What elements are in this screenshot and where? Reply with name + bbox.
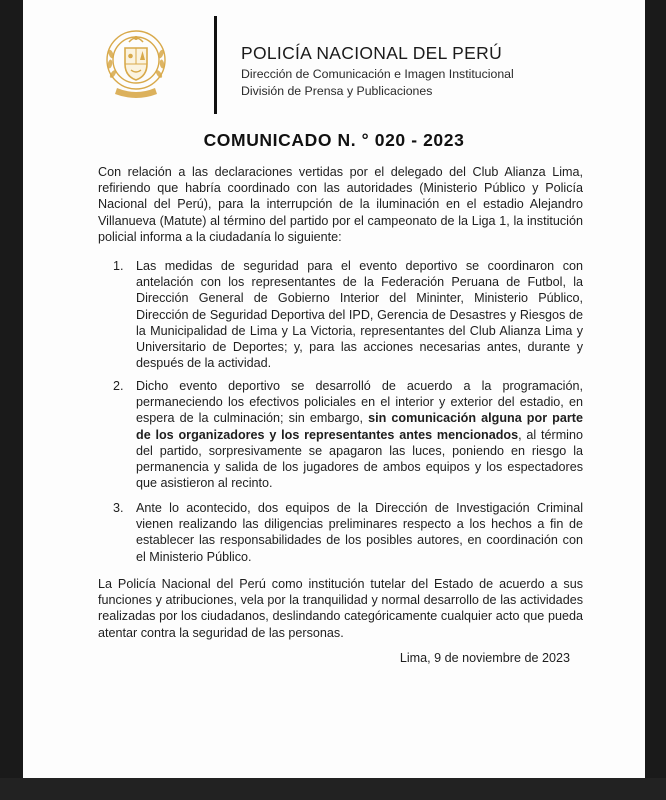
list-item-number: 1. xyxy=(113,259,124,273)
communique-title: COMUNICADO N. ° 020 - 2023 xyxy=(203,130,465,150)
document-date: Lima, 9 de noviembre de 2023 xyxy=(399,651,570,665)
direction-name: Dirección de Comunicación e Imagen Institucional xyxy=(241,67,514,81)
list-item-text xyxy=(136,378,583,491)
organization-name: POLICÍA NACIONAL DEL PERÚ xyxy=(241,43,503,63)
intro-paragraph: Con relación a las declaraciones vertidas por el delegado del Club Alianza Lima, refiriendo que habría coordinado con las autoridades (Ministerio Público y Policía Nacional del Perú), para la interrupción de la iluminación en el estadio Alejandro Villanueva (Matute) al término del partido por el campeonato de la Liga 1, la institución policial informa a la ciudadanía lo siguiente: xyxy=(98,165,583,244)
list-item-text-part: , al término del partido, sorpresivamente se apagaron las luces, poniendo en riesgo la permanencia y salida de los jugadores de ambos equipos y los espectadores que asistieron al recinto. xyxy=(136,427,583,491)
closing-paragraph: La Policía Nacional del Perú como institución tutelar del Estado de acuerdo a sus funciones y atribuciones, vela por la tranquilidad y normal desarrollo de las actividades realizadas por los ciudadanos, deslindando categóricamente cualquier acto que pueda atentar contra la seguridad de las personas. xyxy=(98,577,583,640)
list-item-text: Ante lo acontecido, dos equipos de la Dirección de Investigación Criminal vienen realizando las diligencias preliminares respecto a los hechos a fin de establecer las responsabilidades de los posibles autores, en coordinación con el Ministerio Público. xyxy=(136,501,583,564)
list-item-text-part: Dicho evento deportivo se desarrolló de acuerdo a la programación, permaneciendo los efectivos policiales en el interior y exterior del estadio, en espera de la culminación; sin embargo, xyxy=(136,379,583,426)
list-item-text: Las medidas de seguridad para el evento deportivo se coordinaron con antelación con los representantes de la Federación Peruana de Futbol, la Dirección General de Gobierno Interior del Mininter, Ministerio Público, Dirección de Seguridad Deportiva del IPD, Gerencia de Desastres y Riesgos de la Municipalidad de Lima y La Victoria, representantes del Club Alianza Lima y Universitario de Deportes; y, para las acciones necesarias antes, durante y después de la actividad. xyxy=(136,259,583,371)
list-item-bold-text: sin comunicación alguna por parte de los organizadores y los representantes antes mencionados xyxy=(136,411,583,442)
bottom-margin xyxy=(0,778,666,800)
police-crest-icon xyxy=(103,24,169,106)
list-item-number: 3. xyxy=(113,501,124,515)
division-name: División de Prensa y Publicaciones xyxy=(241,84,433,98)
document-page xyxy=(23,0,645,778)
header-divider xyxy=(214,16,217,114)
list-item-number: 2. xyxy=(113,379,124,393)
